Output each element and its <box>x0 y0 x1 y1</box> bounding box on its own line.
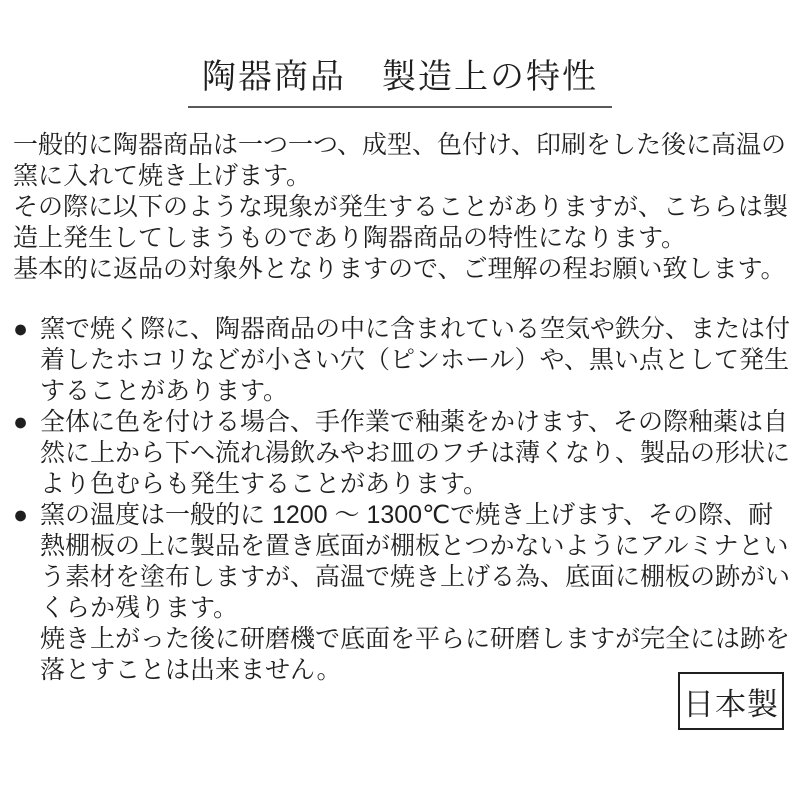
intro-paragraph <box>13 130 790 285</box>
intro-line: 造上発生してしまうものであり陶器商品の特性になります。 <box>13 224 687 252</box>
title-section <box>0 0 800 108</box>
bullet-marker: ● <box>13 315 29 343</box>
intro-line: 窯に入れて焼き上げます。 <box>13 162 312 190</box>
intro-line: 一般的に陶器商品は一つ一つ、成型、色付け、印刷をした後に高温の <box>13 131 787 159</box>
bullet-marker: ● <box>13 501 29 529</box>
intro-line: 基本的に返品の対象外となりますので、ご理解の程お願い致します。 <box>13 255 786 283</box>
bullet-list <box>13 314 790 686</box>
bullet-item-pinhole <box>13 314 790 407</box>
bullet-line: 焼き上がった後に研磨機で底面を平らに研磨しますが完全には跡を <box>40 625 791 653</box>
bullet-line: う素材を塗布しますが、高温で焼き上げる為、底面に棚板の跡がい <box>40 563 791 591</box>
bullet-item-kiln-temperature <box>13 500 790 686</box>
bullet-line: より色むらも発生することがあります。 <box>40 470 489 498</box>
bullet-line: 落とすことは出来ません。 <box>40 656 342 684</box>
bullet-marker: ● <box>13 408 29 436</box>
bullet-line: 窯の温度は一般的に 1200 ～ 1300℃で焼き上げます、その際、耐 <box>40 501 774 529</box>
bullet-line: 窯で焼く際に、陶器商品の中に含まれている空気や鉄分、または付 <box>40 315 791 343</box>
bullet-line: 着したホコリなどが小さい穴（ピンホール）や、黒い点として発生 <box>40 346 790 374</box>
made-in-japan-badge: 日本製 <box>678 672 784 730</box>
bullet-text <box>40 314 790 407</box>
intro-line: その際に以下のような現象が発生することがありますが、こちらは製 <box>13 193 789 221</box>
bullet-item-glaze <box>13 407 790 500</box>
bullet-line: 全体に色を付ける場合、手作業で釉薬をかけます、その際釉薬は自 <box>40 408 789 436</box>
bullet-line: くらか残ります。 <box>40 594 239 622</box>
page-title: 陶器商品 製造上の特性 <box>188 56 612 108</box>
bullet-line: することがあります。 <box>40 377 289 405</box>
bullet-line: 熱棚板の上に製品を置き底面が棚板とつかないようにアルミナとい <box>40 532 789 560</box>
bullet-text <box>40 500 790 686</box>
bullet-line: 然に上から下へ流れ湯飲みやお皿のフチは薄くなり、製品の形状に <box>40 439 791 467</box>
bullet-text <box>40 407 790 500</box>
